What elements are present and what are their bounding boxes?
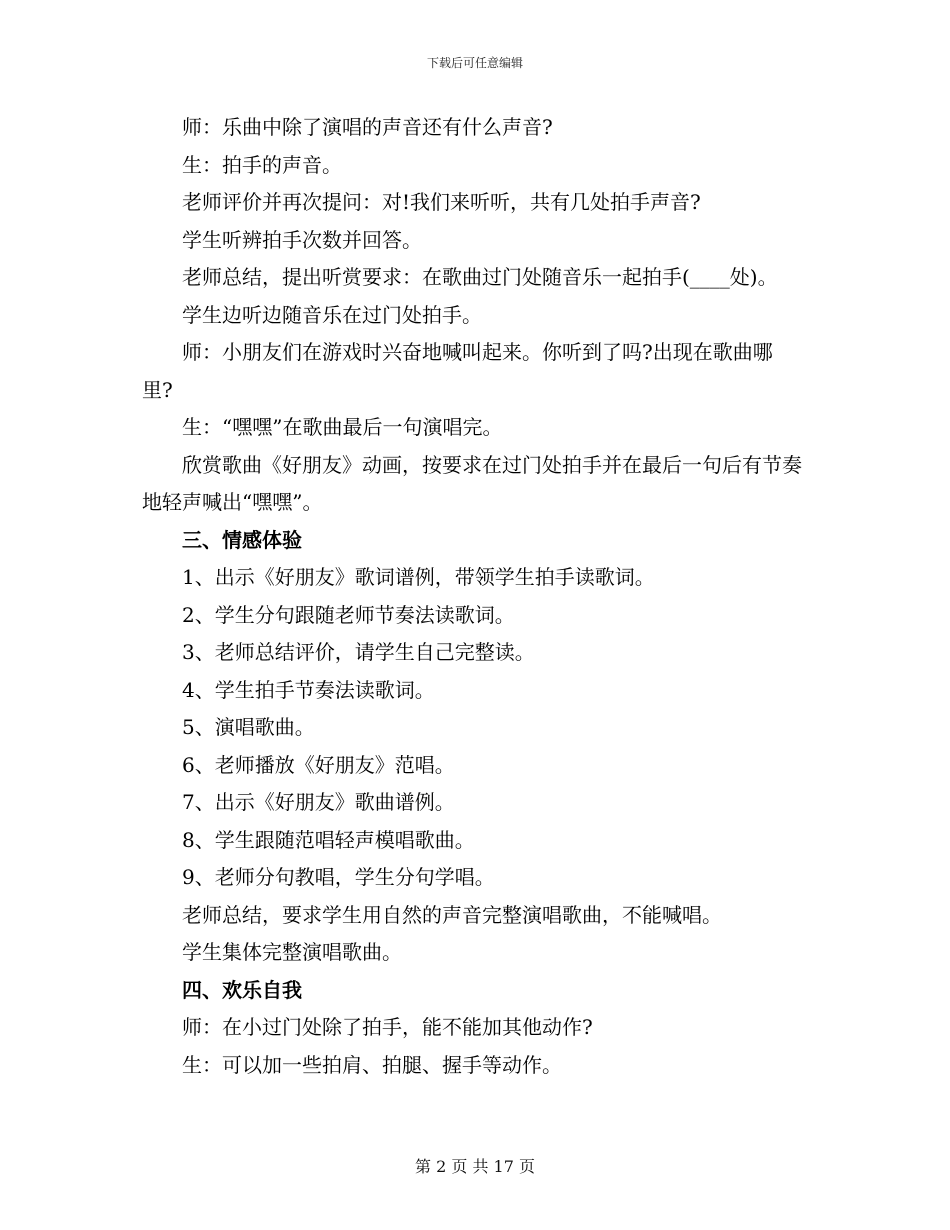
list-item: 1、出示《好朋友》歌词谱例，带领学生拍手读歌词。 — [182, 565, 655, 589]
paragraph: 学生边听边随音乐在过门处拍手。 — [182, 302, 482, 327]
list-item: 8、学生跟随范唱轻声模唱歌曲。 — [182, 827, 475, 852]
list-item: 6、老师播放《好朋友》范唱。 — [182, 752, 455, 777]
list-item: 9、老师分句教唱，学生分句学唱。 — [182, 865, 495, 889]
paragraph: 师：乐曲中除了演唱的声音还有什么声音? — [182, 115, 553, 139]
list-item: 7、出示《好朋友》歌曲谱例。 — [182, 790, 455, 814]
page-number-footer: 第 2 页 共 17 页 — [415, 1157, 535, 1176]
paragraph: 老师总结，提出听赏要求：在歌曲过门处随音乐一起拍手(____处)。 — [182, 265, 778, 289]
paragraph: 师：在小过门处除了拍手，能不能加其他动作? — [182, 1015, 593, 1039]
paragraph: 生：拍手的声音。 — [182, 152, 342, 177]
paragraph: 生：可以加一些拍肩、拍腿、握手等动作。 — [182, 1052, 562, 1077]
paragraph: 欣赏歌曲《好朋友》动画，按要求在过门处拍手并在最后一句后有节奏地轻声喊出“嘿嘿”。 — [142, 452, 802, 514]
document-body — [142, 109, 802, 1084]
paragraph: 学生听辨拍手次数并回答。 — [182, 227, 422, 252]
list-item: 2、学生分句跟随老师节奏法读歌词。 — [182, 602, 515, 627]
list-item: 5、演唱歌曲。 — [182, 715, 315, 739]
page-header-note: 下载后可任意编辑 — [426, 56, 523, 70]
list-item: 3、老师总结评价，请学生自己完整读。 — [182, 640, 535, 664]
list-item: 4、学生拍手节奏法读歌词。 — [182, 677, 435, 702]
section-heading: 三、情感体验 — [182, 527, 302, 552]
paragraph: 生：“嘿嘿”在歌曲最后一句演唱完。 — [182, 415, 503, 439]
paragraph: 老师总结，要求学生用自然的声音完整演唱歌曲，不能喊唱。 — [182, 902, 722, 927]
paragraph: 老师评价并再次提问：对!我们来听听，共有几处拍手声音? — [182, 190, 701, 214]
section-heading: 四、欢乐自我 — [182, 977, 302, 1002]
paragraph: 学生集体完整演唱歌曲。 — [182, 940, 402, 964]
paragraph: 师：小朋友们在游戏时兴奋地喊叫起来。你听到了吗?出现在歌曲哪里? — [142, 340, 773, 402]
